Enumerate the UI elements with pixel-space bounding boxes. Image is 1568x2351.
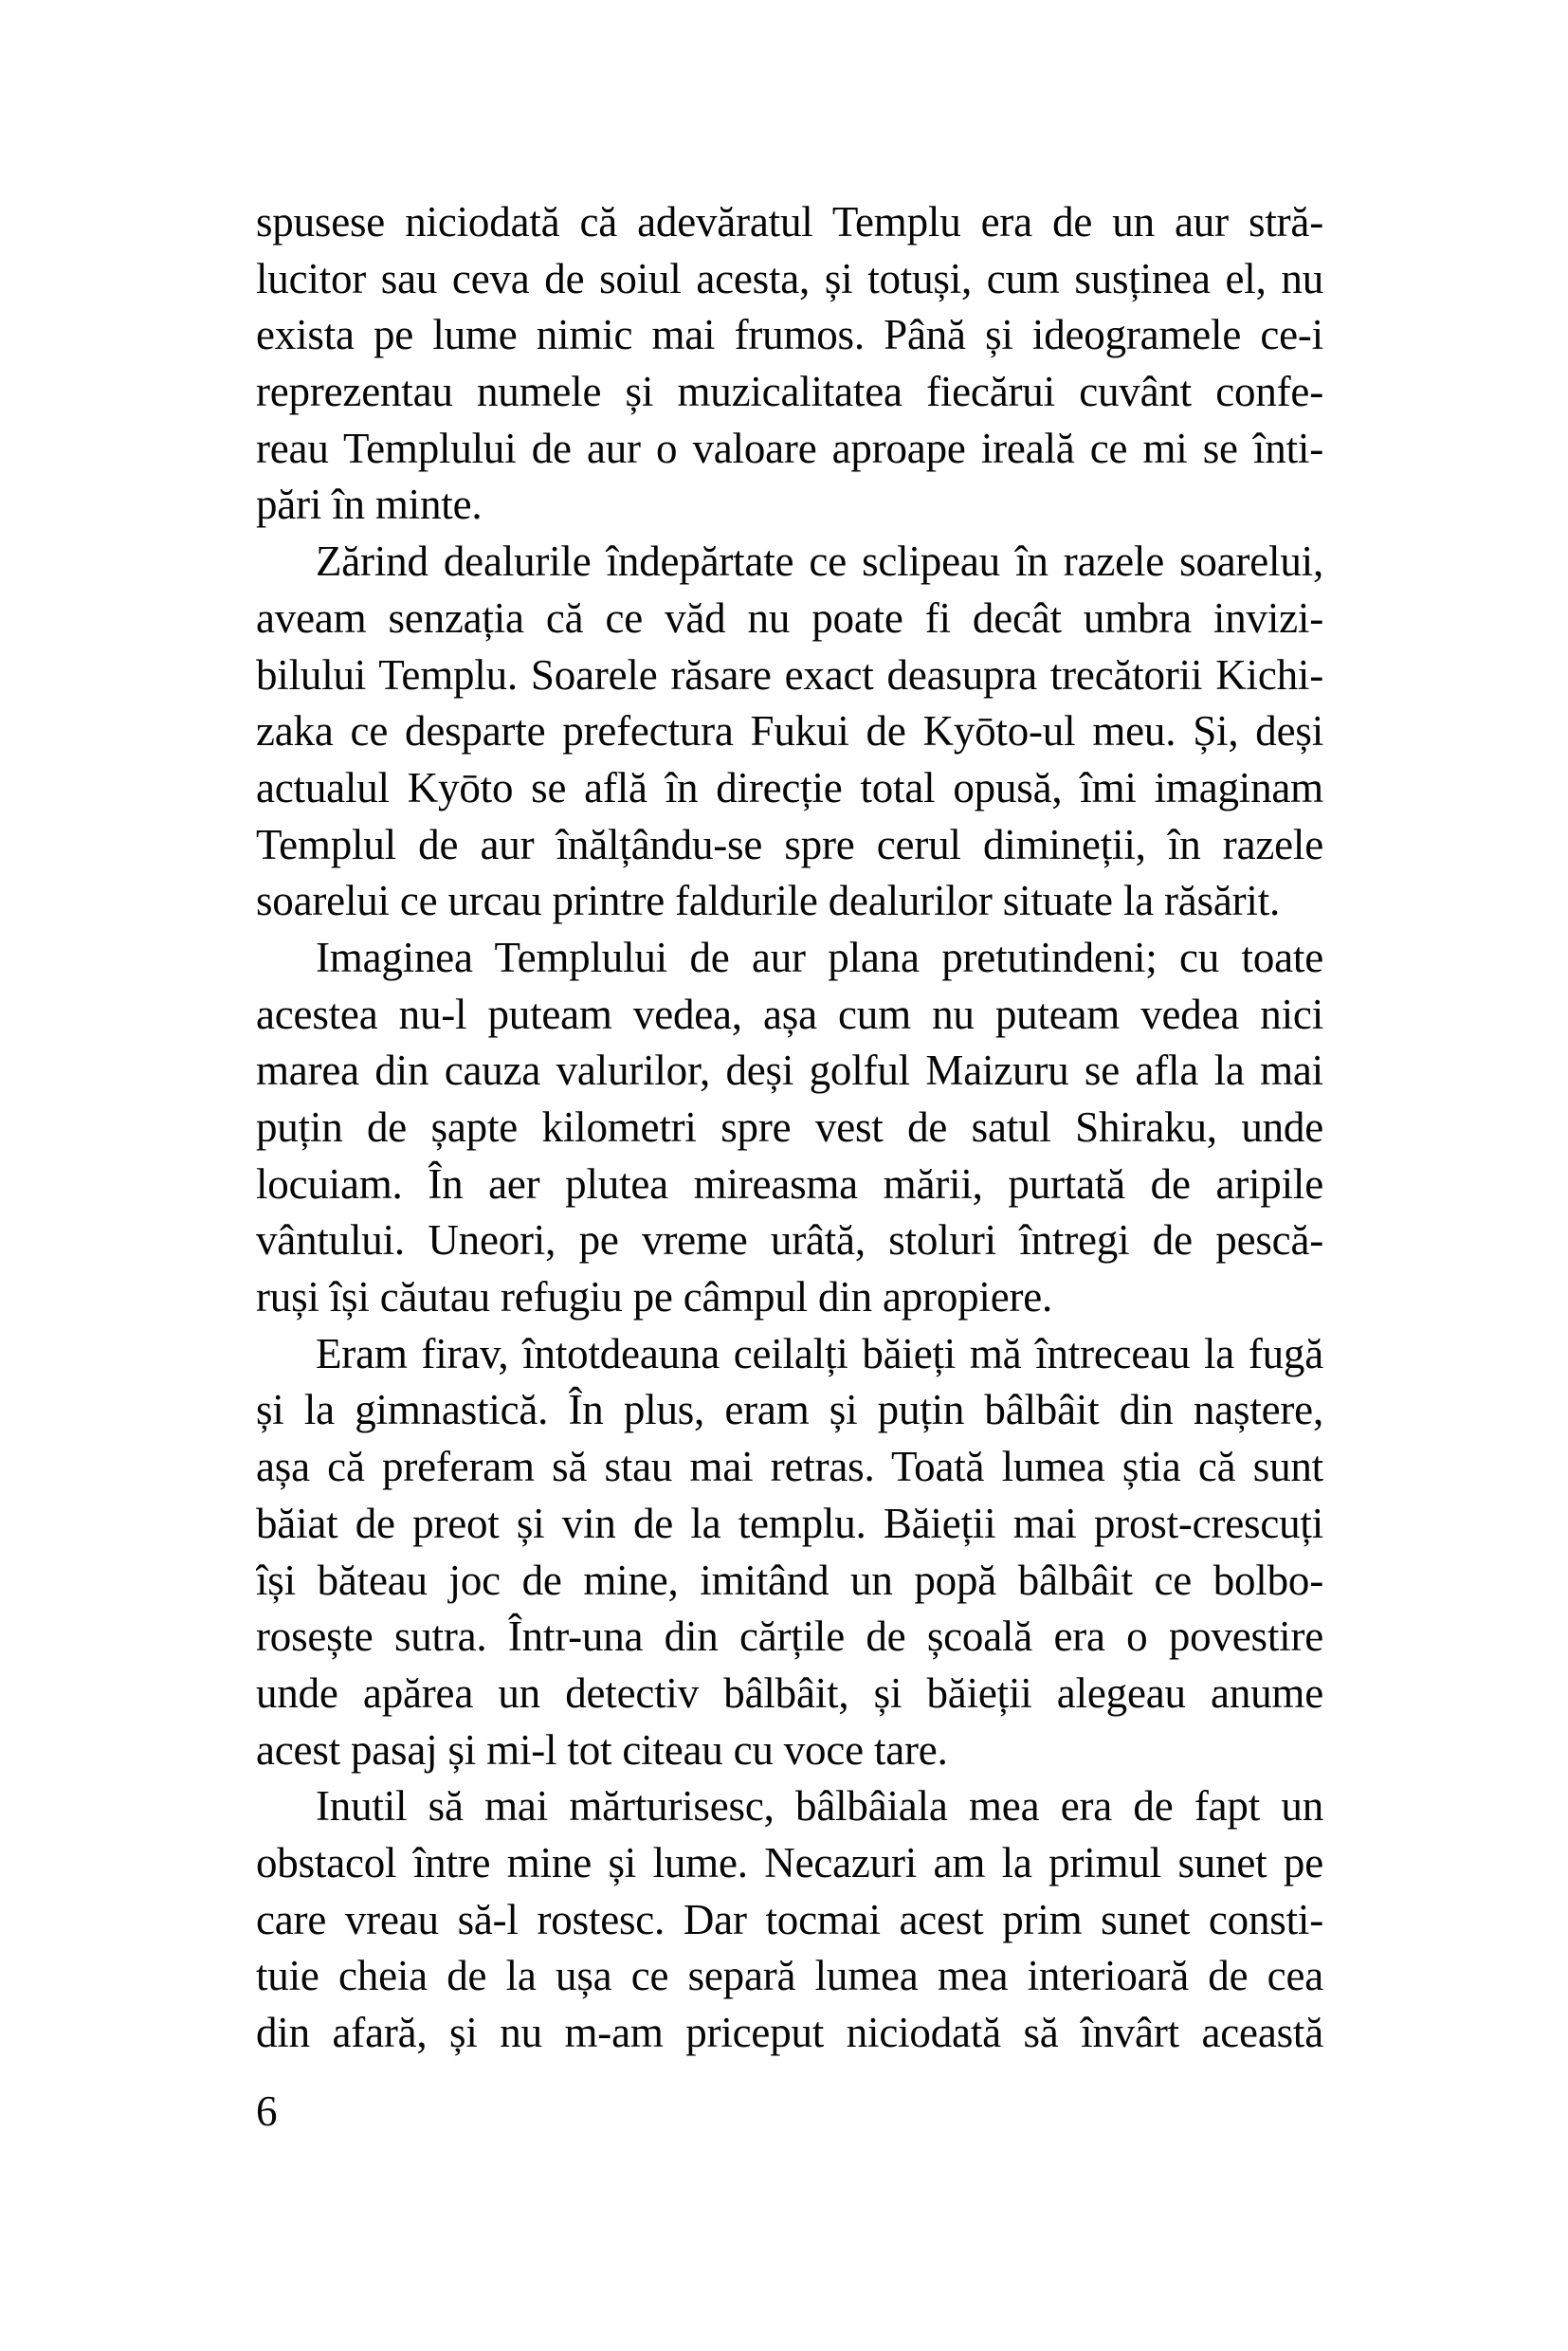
text-line: Templul de aur înălțându-se spre cerul dimineții, în razele	[256, 820, 1323, 868]
text-line: vântului. Uneori, pe vreme urâtă, stoluri întregi de pescă-	[256, 1216, 1323, 1265]
text-line: puțin de șapte kilometri spre vest de satul Shiraku, unde	[256, 1103, 1323, 1151]
text-line: și la gimnastică. În plus, eram și puțin bâlbâit din naștere,	[256, 1386, 1323, 1434]
text-line: așa că preferam să stau mai retras. Toată lumea știa că sunt	[256, 1443, 1323, 1491]
text-line: marea din cauza valurilor, deși golful Maizuru se afla la mai	[256, 1047, 1323, 1095]
text-line: pări în minte.	[256, 481, 483, 529]
text-line: obstacol între mine și lume. Necazuri am la primul sunet pe	[256, 1838, 1323, 1886]
text-line: unde apărea un detectiv bâlbâit, și băieții alegeau anume	[256, 1668, 1323, 1717]
text-line: lucitor sau ceva de soiul acesta, și totuși, cum susținea el, nu	[256, 254, 1323, 302]
text-line: aveam senzația că ce văd nu poate fi decât umbra invizi-	[256, 593, 1323, 642]
text-line: actualul Kyōto se află în direcție total opusă, îmi imaginam	[256, 763, 1323, 811]
text-line: bilului Templu. Soarele răsare exact deasupra trecătorii Kichi-	[256, 650, 1323, 699]
text-line: Zărind dealurile îndepărtate ce sclipeau în razele soarelui,	[316, 538, 1323, 586]
text-line: băiat de preot și vin de la templu. Băieții mai prost-crescuți	[256, 1499, 1323, 1547]
paragraph-3	[256, 930, 1323, 1326]
text-line: din afară, și nu m-am priceput niciodată să învârt această	[256, 2009, 1323, 2056]
paragraph-4	[256, 1326, 1323, 1779]
text-line: își băteau joc de mine, imitând un popă bâlbâit ce bolbo-	[256, 1556, 1323, 1604]
page-number: 6	[256, 2087, 278, 2135]
paragraph-5	[256, 1778, 1323, 2061]
text-line: Eram firav, întotdeauna ceilalți băieți mă întreceau la fugă	[316, 1329, 1323, 1377]
text-line: reprezentau numele și muzicalitatea fiecărui cuvânt confe-	[256, 368, 1323, 416]
text-line: soarelui ce urcau printre faldurile dealurilor situate la răsărit.	[256, 877, 1281, 925]
text-line: acest pasaj și mi-l tot citeau cu voce tare.	[256, 1725, 948, 1774]
text-line: reau Templului de aur o valoare aproape ireală ce mi se înti-	[256, 424, 1323, 472]
page-text	[256, 194, 1323, 2062]
text-line: Imaginea Templului de aur plana pretutindeni; cu toate	[316, 933, 1323, 981]
text-line: locuiam. În aer plutea mireasma mării, purtată de aripile	[256, 1159, 1323, 1208]
paragraph-1	[256, 194, 1323, 534]
text-line: rosește sutra. Într-una din cărțile de școală era o povestire	[256, 1613, 1323, 1661]
text-line: Inutil să mai mărturisesc, bâlbâiala mea era de fapt un	[316, 1782, 1323, 1831]
paragraph-2	[256, 534, 1323, 930]
text-line: ruși își căutau refugiu pe câmpul din apropiere.	[256, 1273, 1053, 1321]
text-line: zaka ce desparte prefectura Fukui de Kyōto-ul meu. Și, deși	[256, 707, 1323, 756]
text-line: tuie cheia de la ușa ce separă lumea mea interioară de cea	[256, 1952, 1323, 2000]
text-line: spusese niciodată că adevăratul Templu era de un aur stră-	[256, 198, 1323, 246]
text-line: exista pe lume nimic mai frumos. Până și ideogramele ce-i	[256, 311, 1323, 359]
text-line: care vreau să-l rostesc. Dar tocmai acest prim sunet consti-	[256, 1895, 1323, 1943]
text-line: acestea nu-l puteam vedea, așa cum nu puteam vedea nici	[256, 990, 1323, 1038]
